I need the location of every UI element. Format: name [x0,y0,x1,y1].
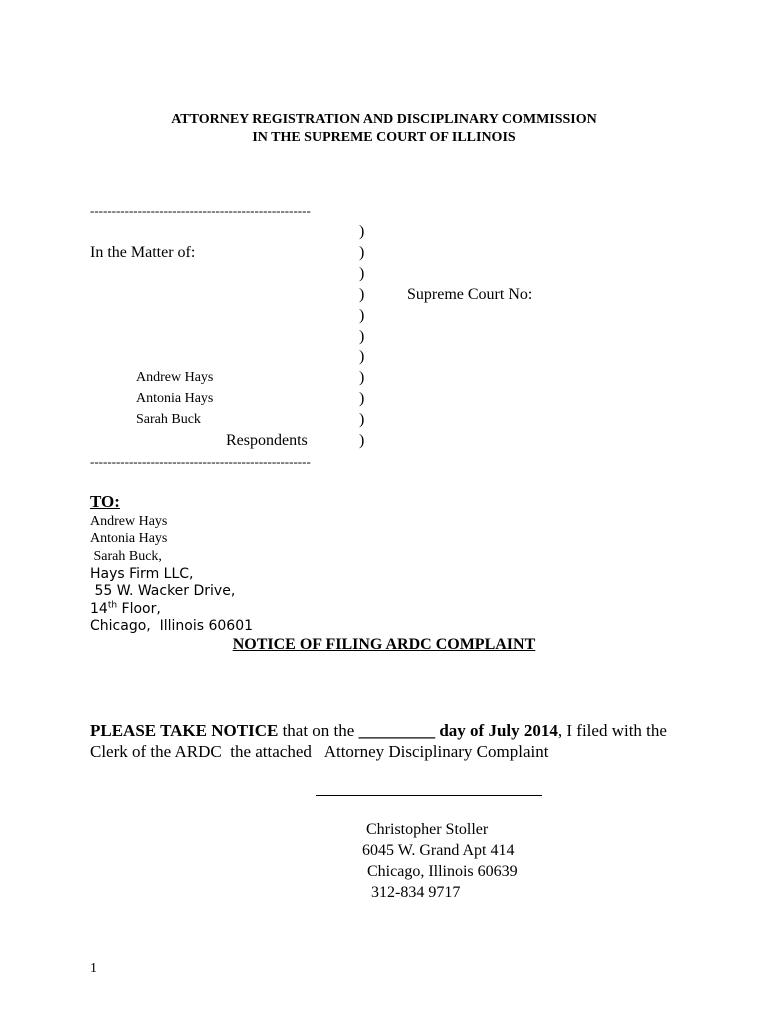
caption-paren: ) [359,328,365,345]
caption-paren: ) [359,411,365,428]
signature-line [316,795,542,796]
signer-name: Christopher Stoller [366,821,489,838]
respondent-name: Sarah Buck [136,412,201,427]
caption-paren: ) [359,390,365,407]
notice-text: , I filed with the Clerk of the ARDC the attached Attorney Disciplinary Complaint [90,721,672,761]
respondents-label: Respondents [226,432,308,449]
notice-text: that on the [278,721,359,740]
floor-text: Floor, [117,601,161,617]
to-name: Andrew Hays [90,514,168,529]
caption-rule-top: --------------------------------------------------- [90,203,311,218]
to-label: TO: [90,492,120,511]
notice-lead: PLEASE TAKE NOTICE [90,721,279,740]
header-commission: ATTORNEY REGISTRATION AND DISCIPLINARY COMMISSION [171,112,597,127]
supreme-court-no-label: Supreme Court No: [407,286,533,303]
floor-address [90,601,161,617]
caption-paren: ) [359,348,365,365]
caption-paren: ) [359,369,365,386]
street-address: 55 W. Wacker Drive, [90,583,236,599]
caption-paren: ) [359,244,365,261]
signer-address: 6045 W. Grand Apt 414 [362,842,515,859]
city-address: Chicago, Illinois 60601 [90,618,254,634]
caption-paren: ) [359,286,365,303]
to-name: Sarah Buck, [90,549,162,564]
notice-body [90,720,690,762]
header-court: IN THE SUPREME COURT OF ILLINOIS [252,130,516,145]
signer-phone: 312-834 9717 [371,884,461,901]
respondent-name: Antonia Hays [136,391,214,406]
notice-title: NOTICE OF FILING ARDC COMPLAINT [232,636,536,653]
caption-paren: ) [359,223,365,240]
matter-label: In the Matter of: [90,244,196,261]
caption-paren: ) [359,265,365,282]
floor-number: 14 [90,601,108,617]
caption-paren: ) [359,307,365,324]
respondent-name: Andrew Hays [136,370,214,385]
floor-suffix: th [107,600,118,611]
to-name: Antonia Hays [90,531,168,546]
firm-name: Hays Firm LLC, [90,566,194,582]
page-number: 1 [90,961,97,976]
caption-paren: ) [359,432,365,449]
signer-city: Chicago, Illinois 60639 [367,863,518,880]
caption-rule-bottom: --------------------------------------------------- [90,454,311,469]
notice-date-blank: _________ day of July 2014 [358,721,558,740]
